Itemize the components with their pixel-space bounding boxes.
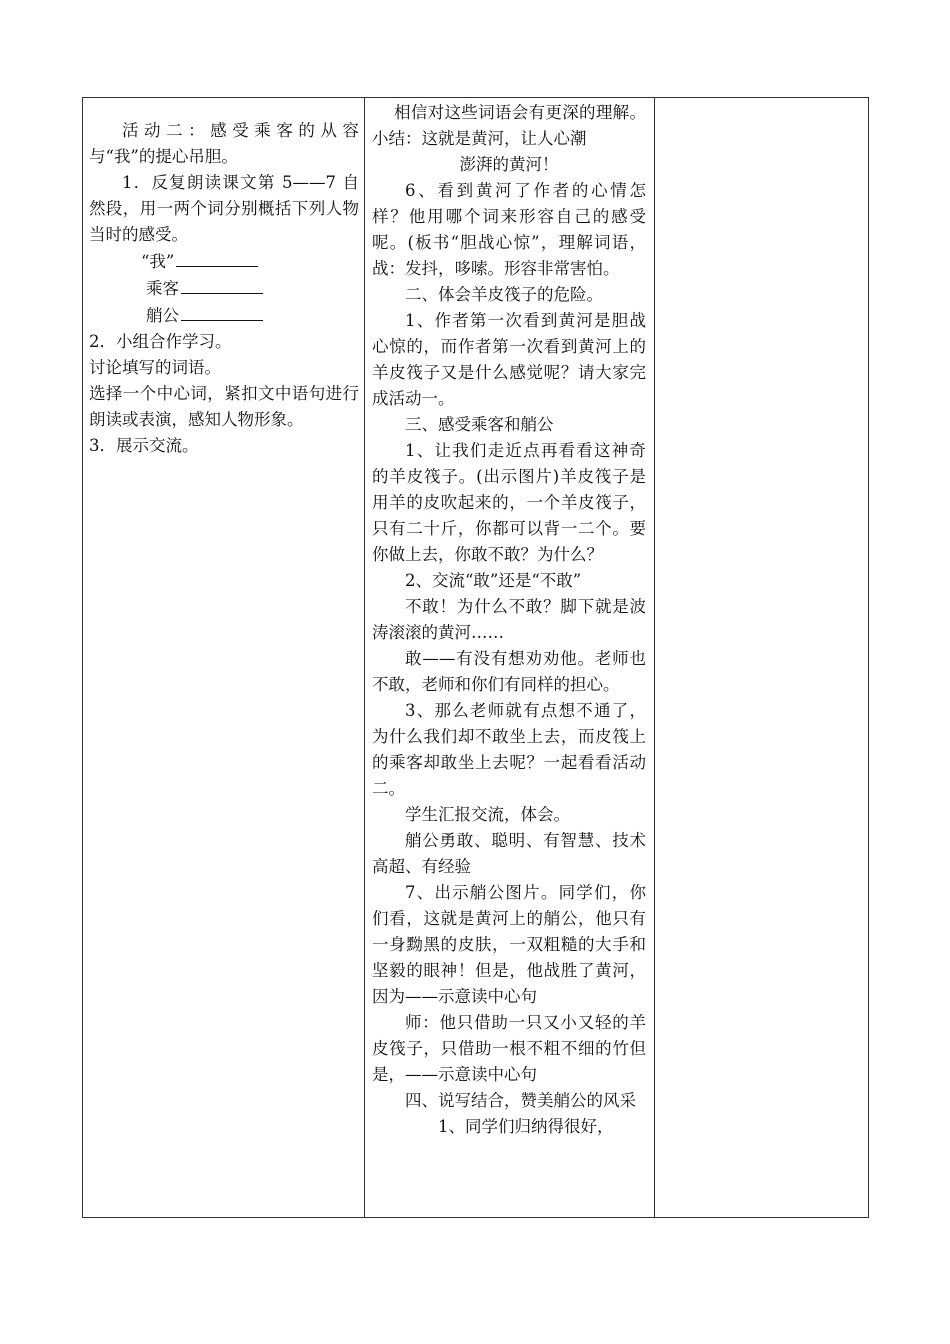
section-heading: 二、体会羊皮筏子的危险。 <box>405 285 603 304</box>
process-paragraph: 1、作者第一次看到黄河是胆战心惊的，而作者第一次看到黄河上的羊皮筏子又是什么感觉呢？请大家完成活动一。 <box>372 311 646 408</box>
activity-step-1: 1．反复朗读课文第 5——7 自然段，用一两个词分别概括下列人物当时的感受。 <box>89 173 359 244</box>
activity-column <box>83 98 365 1217</box>
fill-blank-row <box>89 248 359 275</box>
fill-blank-label: 艄公 <box>146 306 179 325</box>
process-paragraph: 学生汇报交流，体会。 <box>405 805 570 824</box>
activity-step-3: 3．展示交流。 <box>89 436 199 455</box>
process-paragraph: 3、那么老师就有点想不通了，为什么我们却不敢坐上去，而皮筏上的乘客却敢坐上去呢？一起看看活动二。 <box>372 701 646 798</box>
process-paragraph: 1、让我们走近点再看看这神奇的羊皮筏子。(出示图片)羊皮筏子是用羊的皮吹起来的，一个羊皮筏子，只有二十斤，你都可以背一二个。要你做上去，你敢不敢？为什么？ <box>372 441 646 564</box>
activity-text: 讨论填写的词语。 <box>89 358 221 377</box>
section-heading: 三、感受乘客和艄公 <box>405 415 554 434</box>
process-paragraph: 不敢！为什么不敢？脚下就是波涛滚滚的黄河…… <box>372 597 646 642</box>
process-paragraph: 师：他只借助一只又小又轻的羊皮筏子，只借助一根不粗不细的竹但是，——示意读中心句 <box>372 1013 646 1084</box>
fill-blank-label: “我” <box>141 252 175 271</box>
lesson-plan-table <box>82 97 869 1218</box>
activity-step-2: 2．小组合作学习。 <box>89 332 232 351</box>
process-paragraph: 7、出示艄公图片。同学们，你们看，这就是黄河上的艄公，他只有一身黝黑的皮肤，一双粗糙的大手和坚毅的眼神！但是，他战胜了黄河，因为——示意读中心句 <box>372 883 646 1006</box>
fill-blank-row <box>89 302 359 329</box>
fill-blank-row <box>89 275 359 302</box>
process-paragraph: 相信对这些词语会有更深的理解。小结：这就是黄河，让人心潮 <box>372 103 646 148</box>
process-paragraph: 澎湃的黄河！ <box>459 155 559 174</box>
process-paragraph: 1、同学们归纳得很好， <box>438 1117 614 1136</box>
fill-blank-line <box>181 302 263 321</box>
fill-blank-line <box>176 248 258 267</box>
teaching-process-column <box>365 98 655 1217</box>
notes-column <box>655 98 870 1217</box>
activity-title: 活动二：感受乘客的从容与“我”的提心吊胆。 <box>89 121 359 166</box>
fill-blank-line <box>181 275 263 294</box>
process-paragraph: 艄公勇敢、聪明、有智慧、技术高超、有经验 <box>372 831 646 876</box>
fill-blank-label: 乘客 <box>146 279 179 298</box>
process-paragraph: 2、交流“敢”还是“不敢” <box>405 571 582 590</box>
process-paragraph: 敢——有没有想劝劝他。老师也不敢，老师和你们有同样的担心。 <box>372 649 646 694</box>
section-heading: 四、说写结合，赞美艄公的风采 <box>405 1091 636 1110</box>
activity-text: 选择一个中心词，紧扣文中语句进行朗读或表演，感知人物形象。 <box>89 384 359 429</box>
process-paragraph: 6、看到黄河了作者的心情怎样？他用哪个词来形容自己的感受呢。(板书“胆战心惊”，理解词语，战：发抖，哆嗦。形容非常害怕。 <box>372 181 646 278</box>
